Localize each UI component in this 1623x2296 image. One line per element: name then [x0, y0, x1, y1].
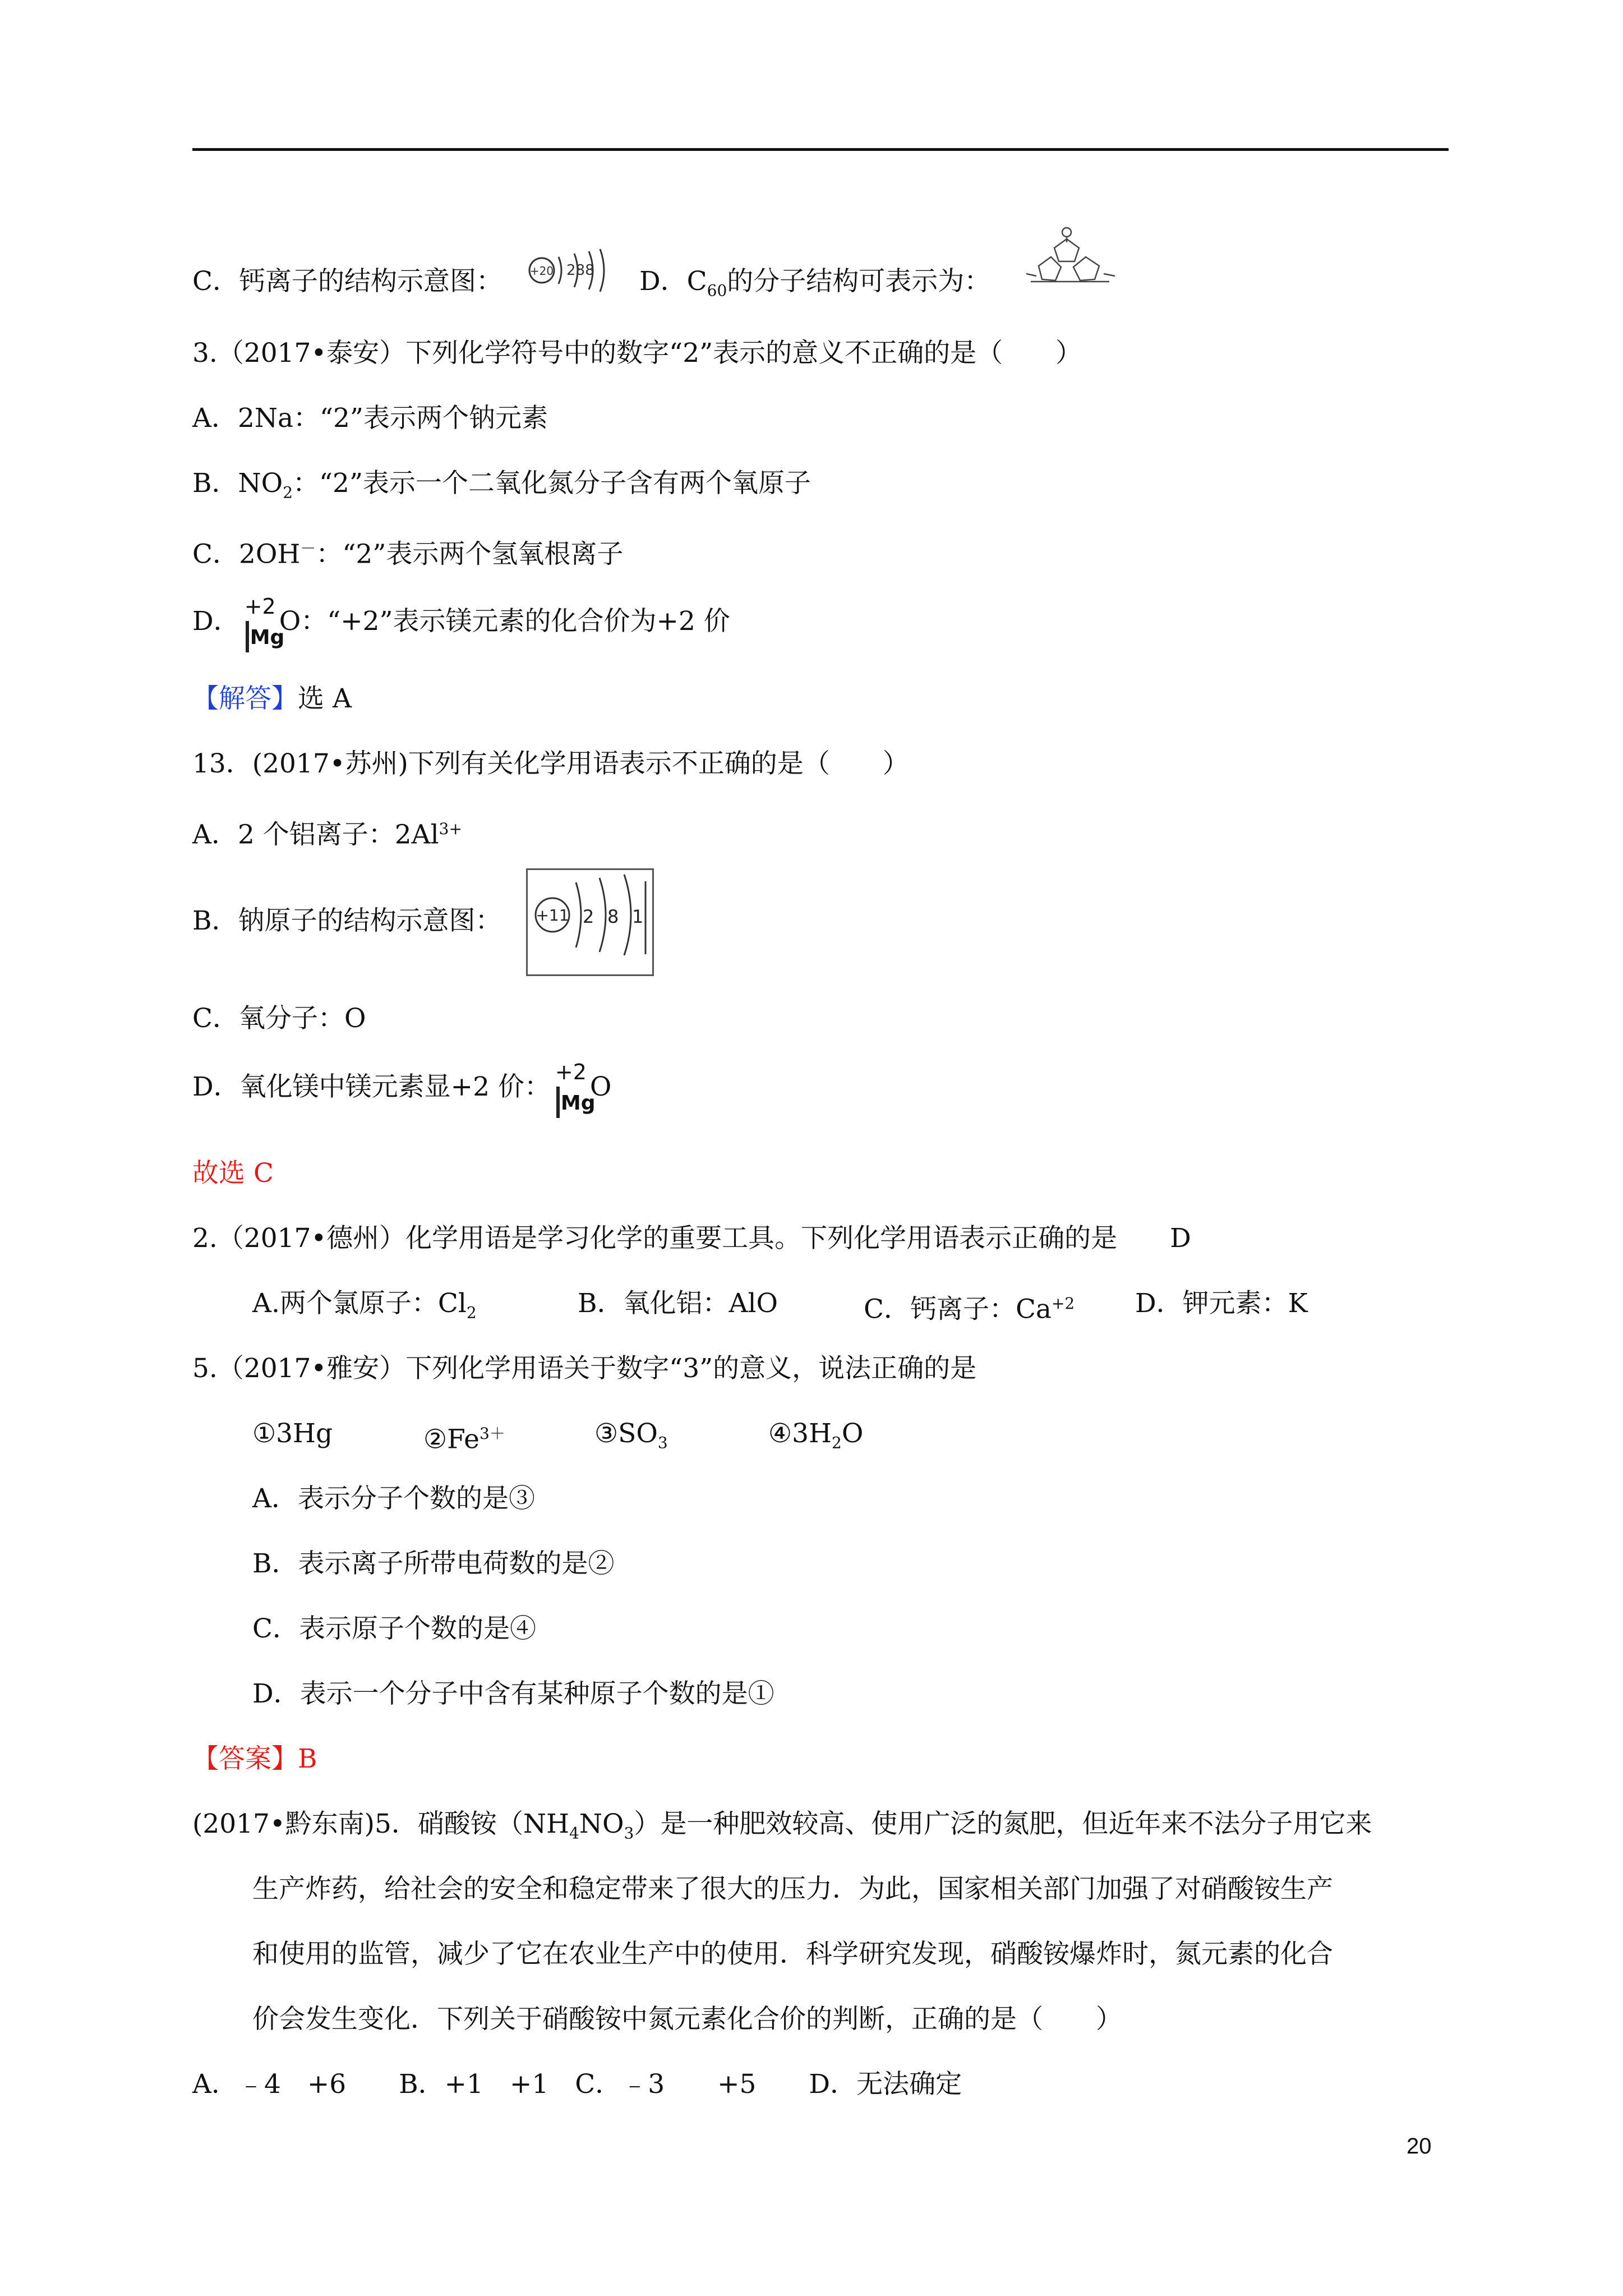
mg-valence-top-2: +2 — [555, 1060, 587, 1084]
option-d-subscript: 60 — [707, 281, 727, 300]
q13a-text: A．2 个铝离子：2Al — [192, 819, 439, 850]
q13d-suffix: O — [589, 1071, 612, 1102]
question-6-options: A．﹣4 +6 B．+1 +1 C．﹣3 +5 D．无法确定 — [192, 2069, 962, 2100]
q3b-prefix: B．NO — [192, 468, 283, 499]
option-c-text: C．钙离子的结构示意图： — [192, 266, 502, 297]
q6-subscript-1: 4 — [569, 1824, 579, 1843]
q5i3-subscript: 3 — [657, 1433, 668, 1452]
question-5-option-d: D．表示一个分子中含有某种原子个数的是① — [252, 1678, 774, 1709]
question-3-stem: 3.（2017•泰安）下列化学符号中的数字“2”表示的意义不正确的是（ ） — [192, 338, 1082, 369]
question-6-line-1 — [192, 1806, 1372, 1851]
answer-13: 故选 C — [192, 1158, 274, 1189]
sodium-shell-3: 1 — [632, 906, 644, 927]
q3c-prefix: C．2OH — [192, 539, 301, 570]
q6-subscript-2: 3 — [624, 1824, 634, 1843]
svg-text:288: 288 — [566, 262, 594, 279]
answer-3-tag: 【解答】 — [192, 683, 298, 714]
q3b-subscript: 2 — [283, 483, 293, 502]
q5-item-2 — [423, 1416, 505, 1458]
mg-valence-element-2: Mg — [560, 1092, 596, 1115]
question-13-option-d — [192, 1057, 611, 1118]
q6-text-1: (2017•黔东南)5．硝酸铵（NH — [192, 1809, 570, 1839]
question-2-stem: 2.（2017•德州）化学用语是学习化学的重要工具。下列化学用语表示正确的是 D — [192, 1223, 1191, 1254]
question-5-stem: 5.（2017•雅安）下列化学用语关于数字“3”的意义，说法正确的是 — [192, 1353, 977, 1384]
option-line-d — [639, 264, 990, 309]
q6-text-2: NO — [579, 1809, 624, 1839]
question-2-option-d: D．钾元素：K — [1135, 1288, 1308, 1319]
q3c-text: ：“2”表示两个氢氧根离子 — [316, 539, 624, 570]
option-line-c — [192, 264, 502, 300]
q2a-subscript: 2 — [466, 1303, 477, 1322]
q5i4-text: ④3H — [768, 1418, 832, 1449]
question-6-line-3: 和使用的监管，减少了它在农业生产中的使用．科学研究发现，硝酸铵爆炸时，氮元素的化合 — [252, 1939, 1333, 1970]
q6-text-3: ）是一种肥效较高、使用广泛的氮肥，但近年来不法分子用它来 — [634, 1809, 1372, 1839]
question-5-option-a: A．表示分子个数的是③ — [252, 1483, 535, 1514]
q5i4-suffix: O — [841, 1418, 864, 1449]
answer-5-text: B — [298, 1743, 317, 1774]
q3b-text: ：“2”表示一个二氧化氮分子含有两个氧原子 — [293, 468, 811, 499]
q13a-superscript: 3+ — [439, 820, 462, 838]
q5i2-superscript: 3＋ — [479, 1424, 505, 1443]
mg-valence-element: Mg — [250, 626, 285, 649]
question-3-option-c — [192, 531, 623, 573]
option-d-text: D．C — [639, 266, 707, 297]
question-13-option-a — [192, 811, 462, 853]
question-2-option-c — [864, 1286, 1075, 1328]
answer-3 — [192, 681, 352, 717]
q5i4-subscript: 2 — [832, 1433, 842, 1452]
sodium-shell-1: 2 — [583, 906, 594, 927]
page-number: 20 — [1407, 2134, 1432, 2159]
q5-item-1: ①3Hg — [252, 1418, 333, 1449]
answer-5 — [192, 1741, 317, 1777]
question-6-line-4: 价会发生变化．下列关于硝酸铵中氮元素化合价的判断，正确的是（ ） — [252, 2004, 1122, 2035]
question-2-option-b: B．氧化铝：AlO — [578, 1288, 778, 1319]
q2c-superscript: +2 — [1051, 1294, 1075, 1313]
answer-5-tag: 【答案】 — [192, 1743, 298, 1774]
answer-3-text: 选 A — [298, 683, 352, 714]
q3d-prefix: D． — [192, 606, 240, 637]
calcium-ion-diagram — [525, 241, 609, 297]
sodium-nucleus-label: +11 — [536, 906, 569, 924]
question-2-option-a — [252, 1286, 477, 1331]
q13d-text: D．氧化镁中镁元素显+2 价： — [192, 1071, 551, 1102]
q5-item-3 — [594, 1416, 668, 1461]
q2a-text: A.两个氯原子：Cl — [252, 1288, 467, 1319]
question-5-option-b: B．表示离子所带电荷数的是② — [252, 1548, 615, 1579]
q5i2-text: ②Fe — [423, 1424, 479, 1455]
question-3-option-b — [192, 466, 811, 510]
mg-valence-symbol-2 — [554, 1060, 596, 1118]
mg-valence-bar — [246, 621, 249, 652]
question-3-option-a: A．2Na：“2”表示两个钠元素 — [192, 403, 548, 434]
question-3-option-d — [192, 591, 730, 652]
question-6-line-2: 生产炸药，给社会的安全和稳定带来了很大的压力．为此，国家相关部门加强了对硝酸铵生产 — [252, 1874, 1333, 1904]
q3d-text: O：“+2”表示镁元素的化合价为+2 价 — [279, 606, 730, 637]
q5-item-4 — [768, 1416, 863, 1461]
sodium-atom-diagram — [526, 868, 654, 976]
c60-structure-diagram — [1020, 220, 1121, 293]
question-13-stem: 13．(2017•苏州)下列有关化学用语表示不正确的是（ ） — [192, 748, 909, 779]
mg-valence-bar-2 — [556, 1087, 560, 1118]
sodium-atom-svg — [528, 870, 652, 974]
question-5-option-c: C．表示原子个数的是④ — [252, 1613, 536, 1644]
question-13-option-b: B．钠原子的结构示意图： — [192, 905, 502, 936]
header-rule — [192, 148, 1449, 151]
q2c-text: C．钙离子：Ca — [864, 1294, 1052, 1325]
option-d-rest: 的分子结构可表示为： — [727, 266, 991, 297]
q5i3-text: ③SO — [594, 1418, 658, 1449]
mg-valence-top: +2 — [244, 594, 276, 619]
question-13-option-c: C．氧分子：O — [192, 1003, 366, 1034]
sodium-shell-2: 8 — [607, 906, 619, 927]
svg-text:+20: +20 — [529, 264, 554, 278]
mg-valence-symbol — [243, 594, 285, 652]
q3c-superscript: － — [300, 539, 316, 558]
